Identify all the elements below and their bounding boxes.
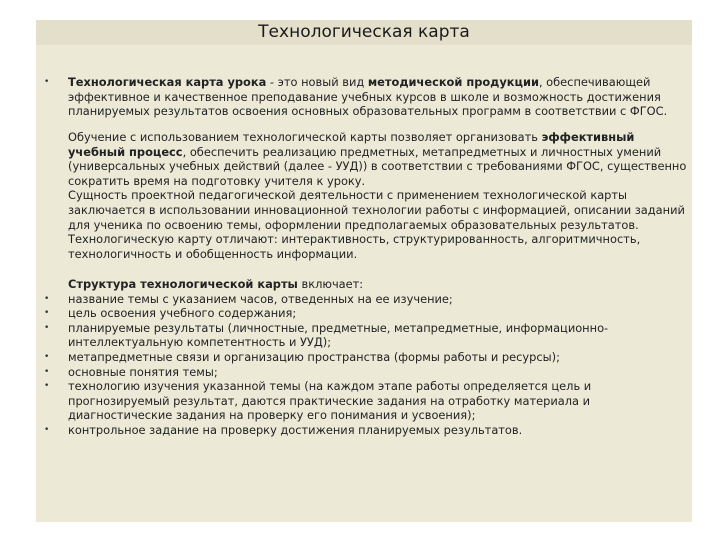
list-item-text: цель освоения учебного содержания; — [68, 306, 297, 321]
list-item-text: основные понятия темы; — [68, 364, 218, 379]
list-item — [44, 364, 692, 380]
structure-heading-bold: Структура технологической карты — [68, 277, 298, 291]
bullet: • — [44, 308, 50, 319]
learning-paragraph — [68, 130, 692, 261]
bullet: • — [44, 322, 50, 333]
slide-title: Технологическая карта — [36, 20, 692, 45]
bullet: • — [44, 381, 50, 392]
list-item — [44, 320, 692, 350]
list-item — [44, 422, 692, 438]
learning-line — [68, 130, 692, 188]
list-item — [44, 291, 692, 307]
list-item-text: планируемые результаты (личностные, предметные, метапредметные, информационно-интеллектуальную компетентность и УУД); — [68, 320, 609, 350]
list-item-text: контрольное задание на проверку достижения планируемых результатов. — [68, 422, 523, 437]
intro-paragraph — [44, 75, 692, 119]
bullet: • — [44, 351, 50, 362]
list-item — [44, 306, 692, 321]
learning-text-2: , обеспечить реализацию предметных, метапредметных и личностных умений (универсальных учебных действий (далее - УУД)) в соответствии с требованиями ФГОС, существенно сократить время на подготовку учителя к уроку. — [68, 144, 687, 188]
term-method-product: методической продукции — [367, 75, 539, 89]
structure-heading-rest: включает: — [297, 277, 364, 291]
bullet: • — [44, 424, 50, 435]
list-item-text: технологию изучения указанной темы (на каждом этапе работы определяется цель и прогнозируемый результат, даются практические задания на отработку материала и диагностические задания на проверку его понимания и усвоения); — [68, 379, 592, 423]
intro-text-1: - это новый вид — [266, 75, 368, 89]
essence-line: Сущность проектной педагогической деятельности с применением технологической карты заключается в использовании инновационной технологии работы с информацией, описании заданий для ученика по освоению темы, оформлении предполагаемых образовательных результатов. Технологическую карту отличают: интерактивность, структурированность, алгоритмичность, технологичность и обобщенность информации. — [68, 188, 685, 261]
list-item — [44, 349, 692, 365]
term-tech-map: Технологическая карта урока — [68, 75, 267, 89]
bullet: • — [44, 77, 50, 87]
slide — [36, 20, 692, 522]
list-item-text: метапредметные связи и организацию пространства (формы работы и ресурсы); — [68, 349, 560, 364]
list-item — [44, 379, 692, 423]
bullet: • — [44, 366, 50, 377]
bullet: • — [44, 293, 50, 304]
structure-list — [44, 277, 692, 438]
list-item-text: название темы с указанием часов, отведенных на ее изучение; — [68, 291, 453, 306]
learning-text-1: Обучение с использованием технологической карты позволяет организовать — [68, 130, 542, 144]
term-effective-process: эффективный учебный процесс — [68, 130, 635, 159]
intro-text-2: , обеспечивающей эффективное и качественное преподавание учебных курсов в школе и возможность достижения планируемых результатов освоения основных образовательных программ в соответствии с ФГОС. — [68, 75, 668, 119]
structure-heading — [68, 277, 692, 292]
slide-content — [36, 45, 692, 522]
